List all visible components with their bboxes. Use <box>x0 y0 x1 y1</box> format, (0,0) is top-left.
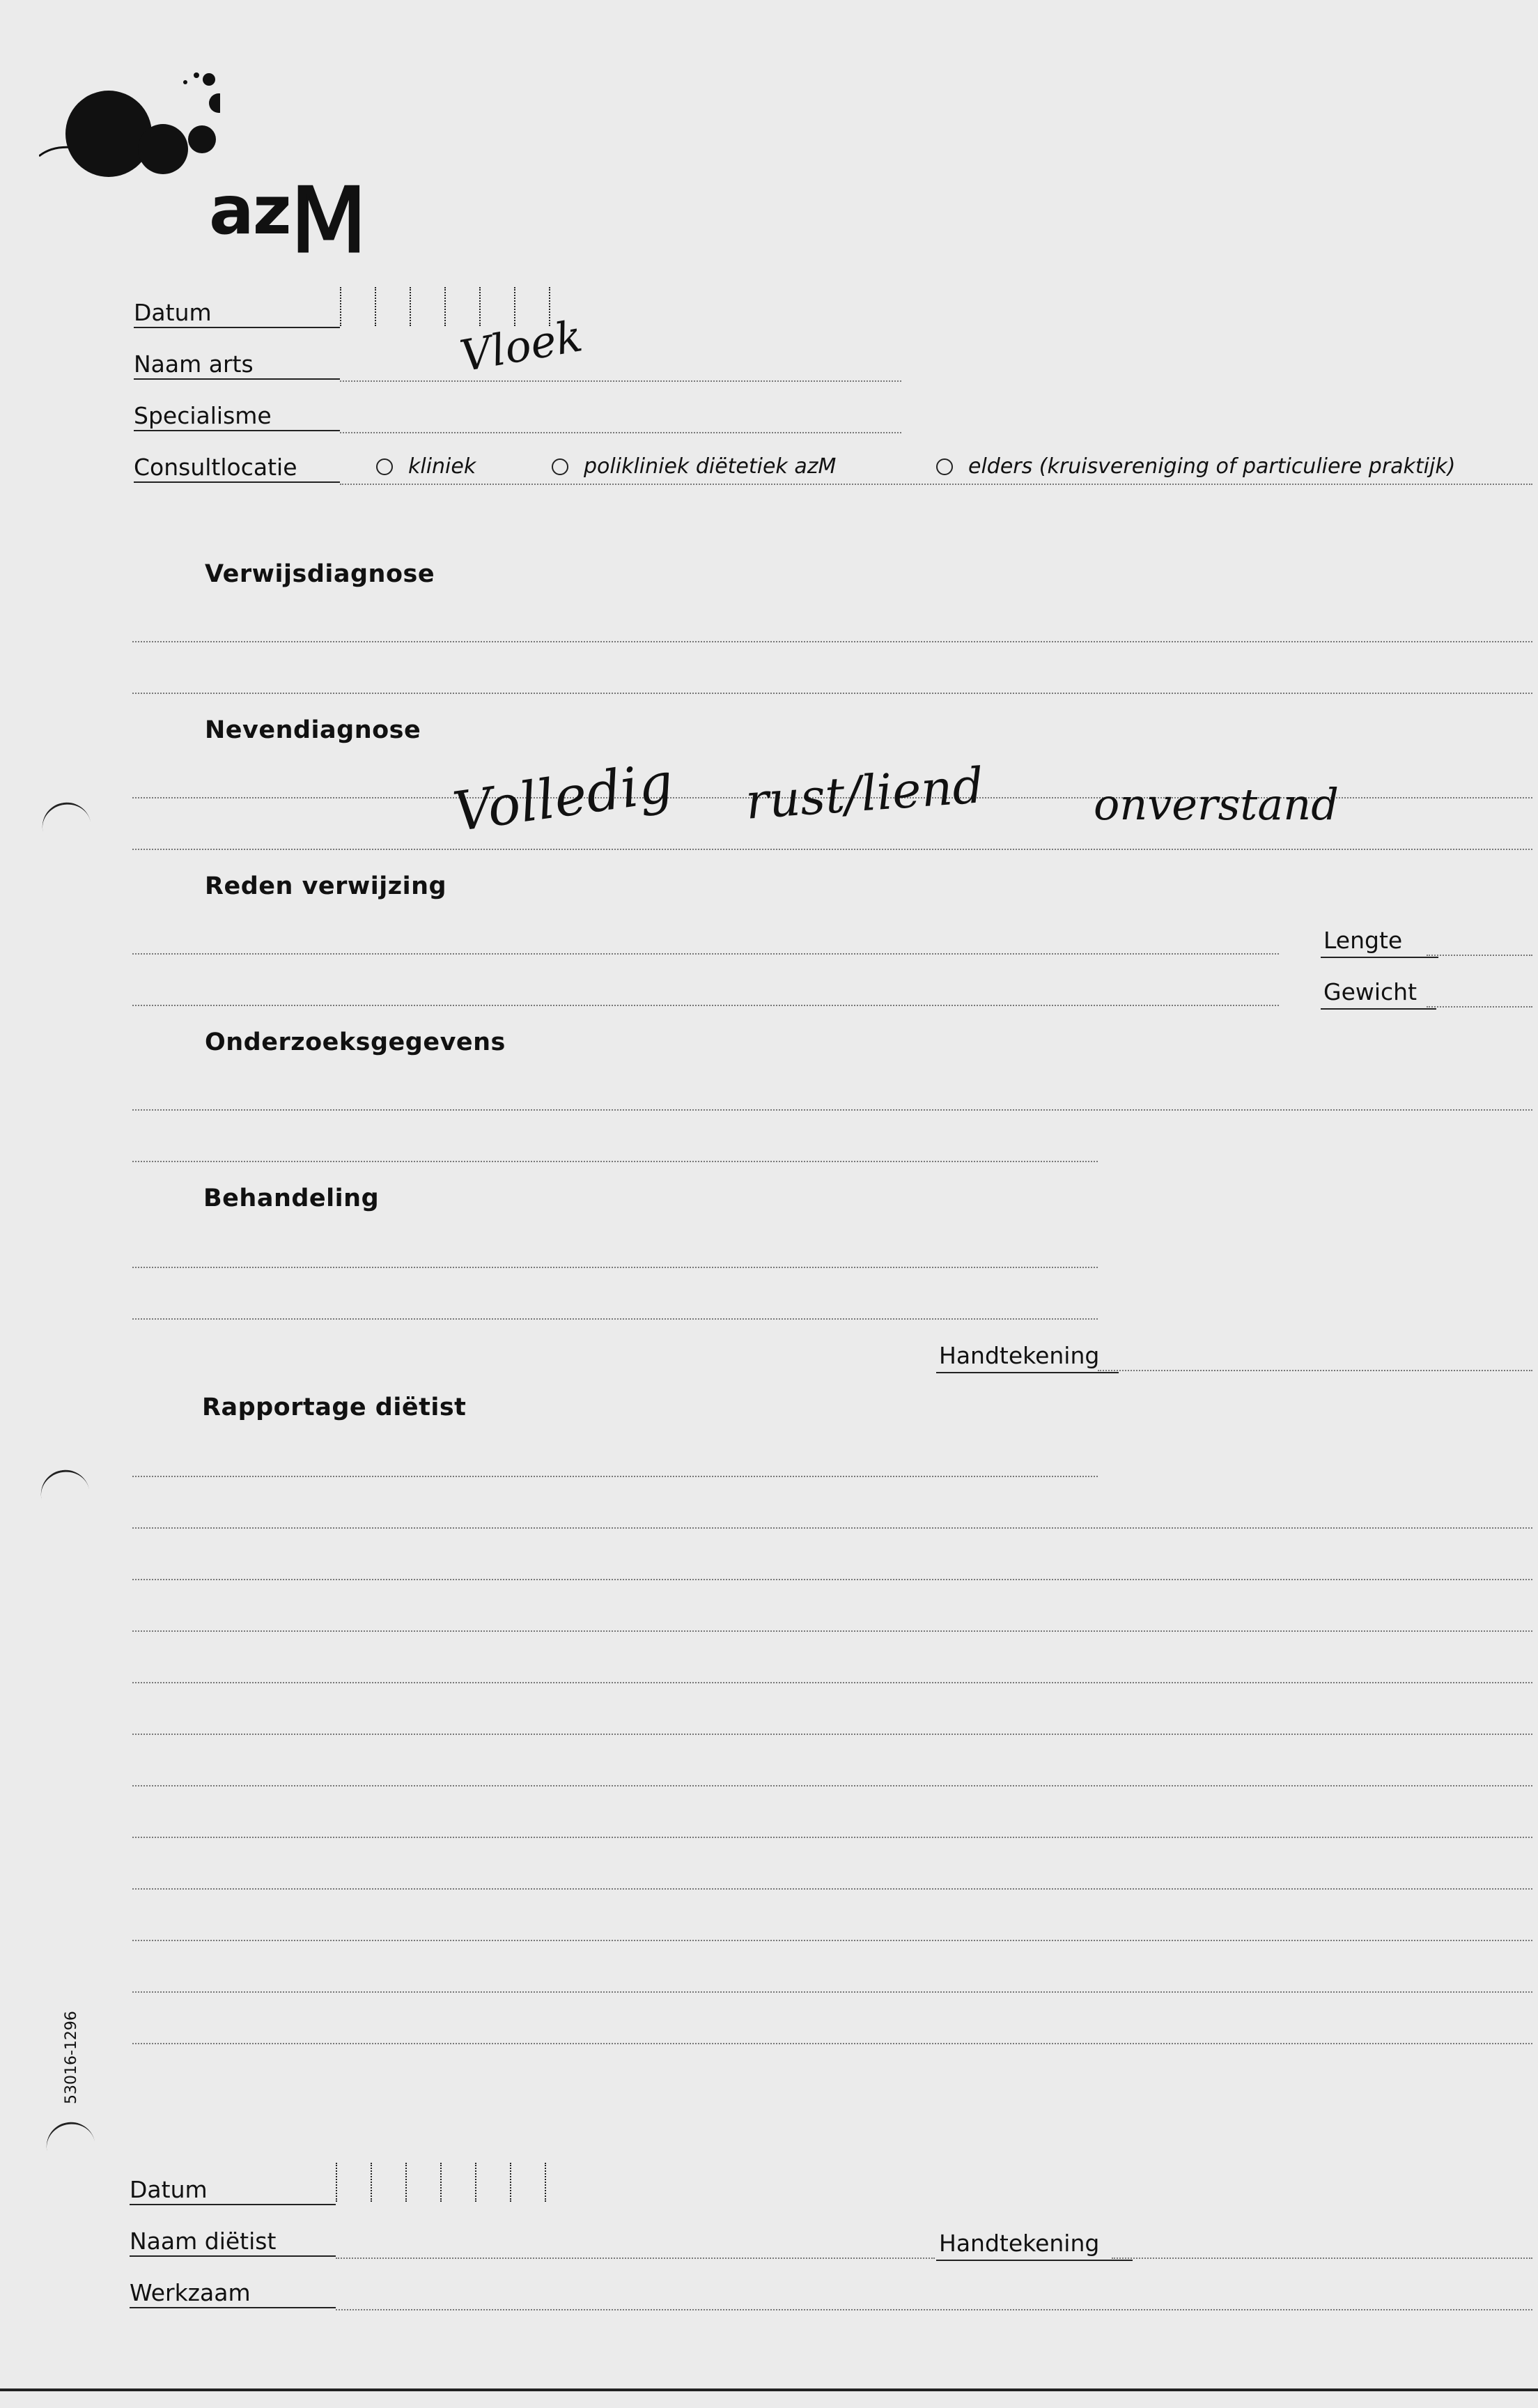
consultlocatie-label: Consultlocatie <box>134 456 340 483</box>
handtekening-field-2[interactable] <box>1112 2258 1532 2259</box>
handtekening-label-2: Handtekening <box>936 2230 1133 2261</box>
handtekening-field-1[interactable] <box>1098 1370 1532 1371</box>
rapportage-heading: Rapportage diëtist <box>202 1394 467 1421</box>
nevendiagnose-heading: Nevendiagnose <box>205 716 421 744</box>
datum-label: Datum <box>134 301 340 328</box>
scan-edge <box>0 2388 1538 2391</box>
reden-verwijzing-heading: Reden verwijzing <box>205 872 447 900</box>
option-polikliniek[interactable] <box>552 454 836 479</box>
lengte-label: Lengte <box>1321 927 1438 958</box>
naam-arts-label: Naam arts <box>134 353 340 380</box>
radio-elders[interactable] <box>936 458 953 475</box>
onderzoeksgegevens-line-1[interactable] <box>132 1109 1532 1111</box>
footer-datum-boxes[interactable] <box>336 2163 549 2205</box>
option-elders-label: elders (kruisvereniging of particuliere praktijk) <box>968 454 1456 479</box>
nevendiagnose-handwriting-2: rust/liend <box>743 757 986 831</box>
specialisme-field[interactable] <box>340 432 901 433</box>
option-polikliniek-label: polikliniek diëtetiek azM <box>584 454 837 479</box>
punch-hole-mark-3 <box>42 2117 95 2157</box>
radio-kliniek[interactable] <box>376 458 393 475</box>
nevendiagnose-handwriting-3: onverstand <box>1094 779 1339 830</box>
naam-dietist-label: Naam diëtist <box>130 2230 336 2257</box>
punch-hole-mark-1 <box>38 798 91 838</box>
handtekening-label-1: Handtekening <box>936 1342 1119 1373</box>
verwijsdiagnose-line-2[interactable] <box>132 693 1532 694</box>
reden-verwijzing-line-1[interactable] <box>132 953 1279 955</box>
footer-datum-label: Datum <box>130 2178 336 2205</box>
onderzoeksgegevens-line-2[interactable] <box>132 1161 1098 1162</box>
option-kliniek-label: kliniek <box>408 454 476 479</box>
nevendiagnose-line-2[interactable] <box>132 849 1532 850</box>
consultlocatie-line <box>340 484 1532 485</box>
verwijsdiagnose-line-1[interactable] <box>132 641 1532 642</box>
behandeling-heading: Behandeling <box>203 1184 380 1212</box>
behandeling-line-1[interactable] <box>132 1267 1098 1268</box>
option-kliniek[interactable] <box>376 454 476 479</box>
specialisme-label: Specialisme <box>134 404 340 431</box>
rapportage-lines[interactable] <box>132 1476 1532 2117</box>
azm-logo-text: azM <box>209 169 366 273</box>
gewicht-field[interactable] <box>1427 1006 1532 1008</box>
punch-hole-mark-2 <box>36 1465 90 1505</box>
gewicht-label: Gewicht <box>1321 978 1436 1010</box>
radio-polikliniek[interactable] <box>552 458 568 475</box>
reden-verwijzing-line-2[interactable] <box>132 1005 1279 1006</box>
form-code: 53016-1296 <box>63 2011 80 2104</box>
nevendiagnose-handwriting-1: Volledig <box>449 751 677 844</box>
lengte-field[interactable] <box>1427 955 1532 956</box>
werkzaam-label: Werkzaam <box>130 2281 336 2308</box>
werkzaam-field[interactable] <box>336 2309 1532 2310</box>
onderzoeksgegevens-heading: Onderzoeksgegevens <box>205 1028 506 1056</box>
naam-dietist-field[interactable] <box>336 2258 935 2259</box>
behandeling-line-2[interactable] <box>132 1318 1098 1320</box>
naam-arts-field[interactable] <box>340 380 901 382</box>
option-elders[interactable] <box>936 454 1455 479</box>
azm-logo-mark <box>39 67 220 192</box>
naam-arts-handwriting: Vloek <box>456 310 587 382</box>
verwijsdiagnose-heading: Verwijsdiagnose <box>205 560 435 588</box>
